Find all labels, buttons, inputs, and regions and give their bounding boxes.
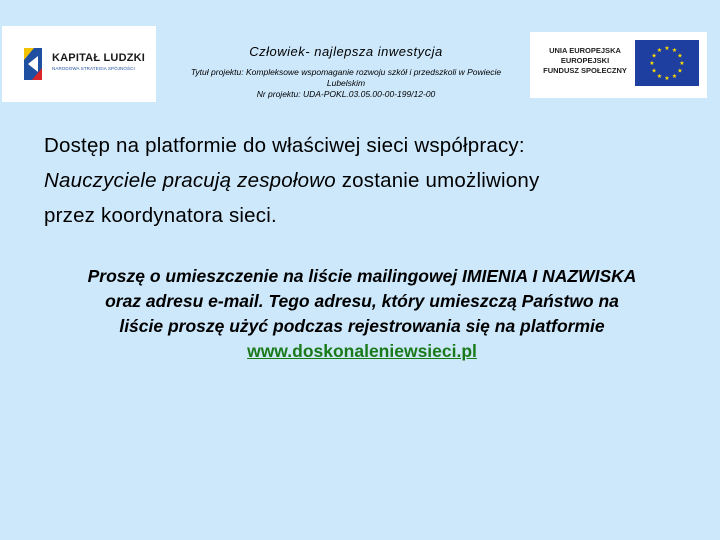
eu-star-icon: ★ bbox=[671, 48, 678, 55]
project-title-line2: Lubelskim bbox=[326, 77, 366, 88]
eu-logo-line3: FUNDUSZ SPOŁECZNY bbox=[543, 66, 627, 75]
mailing-line3: liście proszę użyć podczas rejestrowania się na platformie bbox=[119, 316, 605, 336]
access-line1: Dostęp na platformie do właściwej sieci współpracy: bbox=[44, 134, 525, 157]
eu-logo-text bbox=[540, 46, 630, 76]
eu-logo-line1: UNIA EUROPEJSKA bbox=[549, 46, 621, 55]
kapital-ludzki-title: KAPITAŁ LUDZKI bbox=[52, 52, 146, 64]
eu-star-icon: ★ bbox=[656, 73, 663, 80]
project-title bbox=[160, 67, 532, 88]
eu-logo-line2: EUROPEJSKI bbox=[560, 56, 610, 65]
kapital-ludzki-mark-icon bbox=[20, 46, 46, 82]
access-paragraph bbox=[44, 128, 704, 233]
eu-star-icon: ★ bbox=[679, 61, 685, 67]
eu-star-icon: ★ bbox=[664, 76, 670, 82]
eu-star-icon: ★ bbox=[664, 46, 670, 52]
access-line3: przez koordynatora sieci. bbox=[44, 204, 277, 227]
kapital-ludzki-subtitle: NARODOWA STRATEGIA SPÓJNOŚCI bbox=[52, 66, 135, 71]
access-line2-rest: zostanie umożliwiony bbox=[335, 169, 540, 192]
eu-star-icon: ★ bbox=[671, 73, 678, 80]
eu-logo bbox=[530, 32, 707, 98]
mailing-request-paragraph bbox=[34, 264, 690, 364]
eu-star-icon: ★ bbox=[649, 61, 655, 67]
header-slogan: Człowiek- najlepsza inwestycja bbox=[249, 44, 443, 59]
eu-flag-icon bbox=[635, 40, 699, 86]
project-number: Nr projektu: UDA-POKL.03.05.00-00-199/12-00 bbox=[256, 89, 436, 99]
kapital-ludzki-logo bbox=[2, 26, 156, 102]
mailing-line1: Proszę o umieszczenie na liście mailingowej IMIENIA I NAZWISKA bbox=[87, 266, 637, 286]
network-name: Nauczyciele pracują zespołowo bbox=[44, 169, 336, 192]
eu-star-icon: ★ bbox=[656, 48, 663, 55]
project-title-line1: Tytuł projektu: Kompleksowe wspomaganie rozwoju szkół i przedszkoli w Powiecie bbox=[190, 67, 502, 77]
mailing-line2: oraz adresu e-mail. Tego adresu, który umieszczą Państwo na bbox=[105, 291, 619, 311]
eu-star-icon: ★ bbox=[677, 68, 683, 75]
eu-star-icon: ★ bbox=[677, 53, 683, 60]
eu-star-icon: ★ bbox=[651, 53, 657, 60]
eu-star-icon: ★ bbox=[651, 68, 657, 75]
platform-link[interactable]: www.doskonaleniewsieci.pl bbox=[247, 341, 477, 361]
